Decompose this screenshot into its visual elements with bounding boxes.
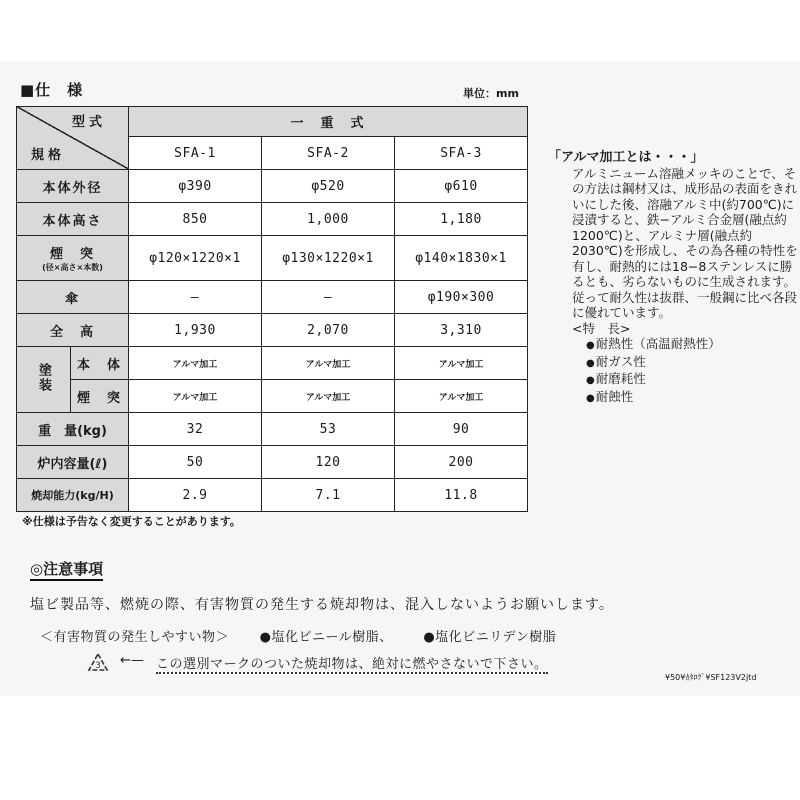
table-cell: φ140×1830×1 xyxy=(395,236,528,281)
row-label: 重 量(kg) xyxy=(17,413,129,446)
table-cell: φ190×300 xyxy=(395,281,528,314)
table-row xyxy=(17,479,528,512)
table-cell: φ520 xyxy=(262,170,395,203)
table-cell: アルマ加工 xyxy=(395,347,528,380)
table-cell: 90 xyxy=(395,413,528,446)
row-label: 炉内容量(ℓ) xyxy=(17,446,129,479)
table-cell: 850 xyxy=(129,203,262,236)
hazard-label: ＜有害物質の発生しやすい物＞ xyxy=(40,630,230,645)
alma-paragraph: 従って耐久性は抜群、一般鋼に比べ各段に優れています。 xyxy=(572,289,798,320)
recycle-warning-text: この選別マークのついた焼却物は、絶対に燃やさないで下さい。 xyxy=(156,653,548,674)
table-row xyxy=(17,413,528,446)
table-cell: 1,930 xyxy=(129,314,262,347)
row-label xyxy=(17,236,129,281)
features-title: <特 長> xyxy=(572,320,631,336)
model-header: SFA-2 xyxy=(262,137,395,170)
table-row xyxy=(17,314,528,347)
table-cell: アルマ加工 xyxy=(262,380,395,413)
group-header: 一 重 式 xyxy=(129,107,528,137)
table-cell: φ120×1220×1 xyxy=(129,236,262,281)
hazard-line xyxy=(40,626,582,645)
table-corner-cell xyxy=(17,107,129,170)
table-cell: φ130×1220×1 xyxy=(262,236,395,281)
table-cell: アルマ加工 xyxy=(395,380,528,413)
row-label: 全 高 xyxy=(17,314,129,347)
table-cell: — xyxy=(129,281,262,314)
spec-change-note: ※仕様は予告なく変更することがあります。 xyxy=(22,515,241,528)
unit-label: 単位：mm xyxy=(463,87,519,100)
recycle-warning xyxy=(86,651,646,675)
alma-heading: 「アルマ加工とは・・・」 xyxy=(548,150,704,165)
table-cell: 120 xyxy=(262,446,395,479)
corner-spec-label: 規格 xyxy=(31,148,66,163)
row-label-text: 煙 突 xyxy=(49,247,95,262)
table-cell: 50 xyxy=(129,446,262,479)
table-row xyxy=(17,203,528,236)
row-label: 傘 xyxy=(17,281,129,314)
table-row xyxy=(17,281,528,314)
svg-text:3: 3 xyxy=(95,661,101,671)
feature-item: ● 耐熱性（高温耐熱性） xyxy=(586,336,798,354)
table-row xyxy=(17,170,528,203)
table-cell: φ390 xyxy=(129,170,262,203)
table-cell: 11.8 xyxy=(395,479,528,512)
feature-item: ● 耐磨耗性 xyxy=(586,371,798,389)
alma-description xyxy=(548,150,798,406)
table-cell: アルマ加工 xyxy=(129,380,262,413)
row-label: 焼却能力(kg/H) xyxy=(17,479,129,512)
row-sublabel: (径×高さ×本数) xyxy=(42,263,103,272)
spec-heading: ■仕 様 xyxy=(20,81,84,99)
arrow-left-icon: ←— xyxy=(120,653,144,668)
table-cell: 3,310 xyxy=(395,314,528,347)
coating-label xyxy=(17,347,71,413)
caution-line: 塩ビ製品等、燃焼の際、有害物質の発生する焼却物は、混入しないようお願いします。 xyxy=(30,597,614,613)
table-cell: 2,070 xyxy=(262,314,395,347)
table-cell: 1,000 xyxy=(262,203,395,236)
table-cell: アルマ加工 xyxy=(262,347,395,380)
table-cell: — xyxy=(262,281,395,314)
spec-table xyxy=(16,106,528,512)
table-cell: アルマ加工 xyxy=(129,347,262,380)
features-list xyxy=(572,336,798,406)
table-cell: 7.1 xyxy=(262,479,395,512)
table-cell: 32 xyxy=(129,413,262,446)
alma-body xyxy=(548,166,798,407)
model-header: SFA-1 xyxy=(129,137,262,170)
row-label: 本体外径 xyxy=(17,170,129,203)
table-cell: φ610 xyxy=(395,170,528,203)
hazard-item: ●塩化ビニリデン樹脂 xyxy=(423,630,557,645)
table-cell: 2.9 xyxy=(129,479,262,512)
hazard-item: ●塩化ビニール樹脂、 xyxy=(259,630,393,645)
corner-model-label: 型式 xyxy=(71,115,106,130)
table-row xyxy=(17,236,528,281)
feature-item: ● 耐ガス性 xyxy=(586,354,798,372)
alma-paragraph: アルミニューム溶融メッキのことで、その方法は鋼材又は、成形品の表面をきれいにした後、溶融アルミ中(約700℃)に浸漬すると、鉄−アルミ合金層(融点約1200℃)と、アルミナ層(融点約2030℃)を形成し、その為各種の特性を有し、耐熱的には18−8ステンレスに勝るとも、劣らないものに生成されます。 xyxy=(572,165,798,289)
table-cell: 200 xyxy=(395,446,528,479)
recycle-mark-icon xyxy=(86,651,110,675)
row-label: 煙 突 xyxy=(71,380,129,413)
catalog-code: ¥50¥ｶﾀﾛｸﾞ¥SF123V2jtd xyxy=(665,673,757,682)
table-row xyxy=(17,347,528,380)
table-cell: 53 xyxy=(262,413,395,446)
row-label: 本 体 xyxy=(71,347,129,380)
feature-item: ● 耐蝕性 xyxy=(586,389,798,407)
table-cell: 1,180 xyxy=(395,203,528,236)
table-row xyxy=(17,446,528,479)
caution-heading: ◎注意事項 xyxy=(30,558,103,579)
model-header: SFA-3 xyxy=(395,137,528,170)
row-label: 本体高さ xyxy=(17,203,129,236)
table-row xyxy=(17,380,528,413)
coating-label-text: 塗装 xyxy=(36,362,51,393)
